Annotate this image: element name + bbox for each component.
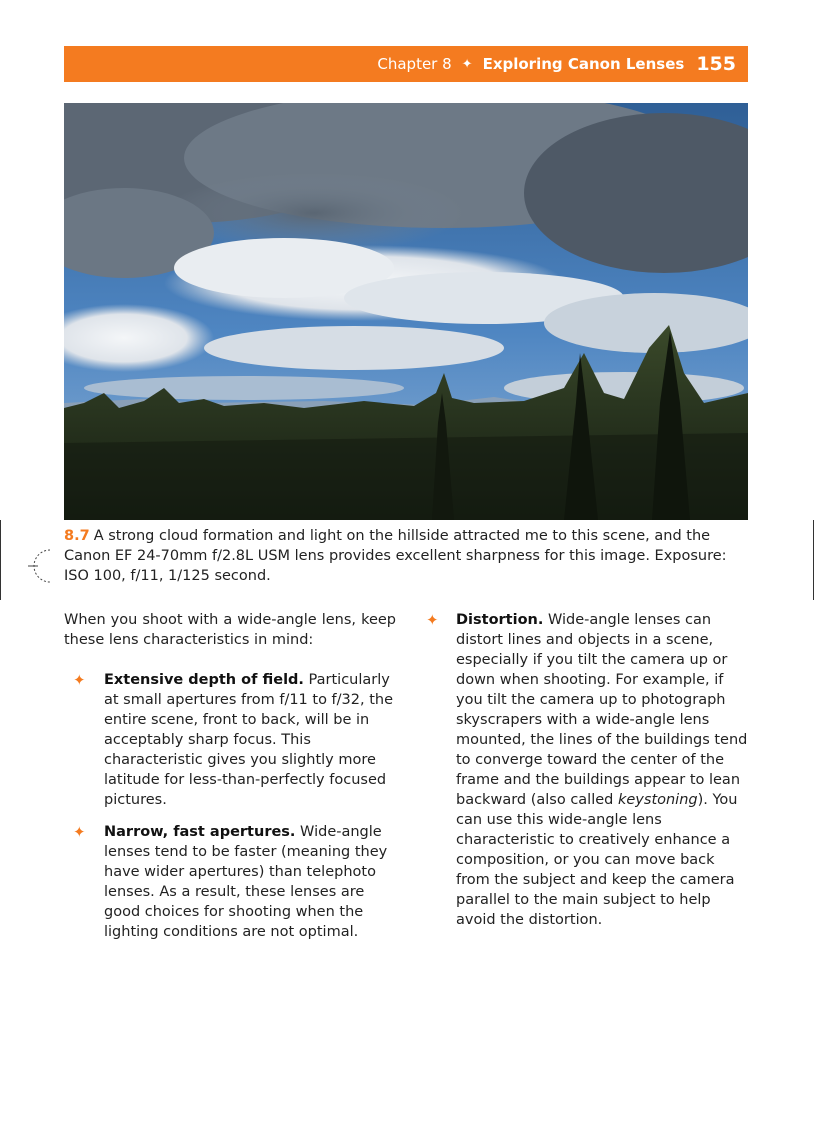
crop-mark-icon xyxy=(28,548,62,584)
running-header xyxy=(64,46,748,82)
separator-star-icon: ✦ xyxy=(461,56,473,72)
figure-number: 8.7 xyxy=(64,528,90,544)
right-column xyxy=(426,610,750,942)
bullet-distortion xyxy=(426,610,750,930)
figure-caption-text: A strong cloud formation and light on the hillside attracted me to this scene, and the Canon EF 24-70mm f/2.8L USM lens provides excellent sharpness for this image. Exposure: ISO 100, f/11, 1/125 second. xyxy=(64,528,727,584)
bullet-heading: Narrow, fast apertures. xyxy=(104,824,296,840)
bullet-text: Wide-angle lenses tend to be faster (meaning they have wider apertures) than telephoto lenses. As a result, these lenses are good choices for shooting when the lighting conditions are not optimal. xyxy=(104,824,388,940)
bullet-depth-of-field xyxy=(64,670,396,810)
bullet-star-icon: ✦ xyxy=(73,671,86,689)
intro-paragraph: When you shoot with a wide-angle lens, keep these lens characteristics in mind: xyxy=(64,612,396,648)
page-number: 155 xyxy=(696,53,736,75)
left-column xyxy=(64,610,396,954)
chapter-label: Chapter 8 xyxy=(377,55,452,73)
bullet-text: Particularly at small apertures from f/11 to f/32, the entire scene, front to back, will be in acceptably sharp focus. This characteristic gives you slightly more latitude for less-than-perfectly focused pictures. xyxy=(104,672,394,808)
bullet-heading: Extensive depth of field. xyxy=(104,672,304,688)
bullet-fast-apertures xyxy=(64,822,396,942)
bullet-text: Wide-angle lenses can distort lines and objects in a scene, especially if you tilt the camera up or down when shooting. For example, if you tilt the camera up to photograph skyscrapers with a wide-angle lens mounted, the lines of the buildings tend to converge toward the center of the frame and the buildings appear to lean backward (also called xyxy=(456,612,748,808)
bullet-heading: Distortion. xyxy=(456,612,544,628)
page-edge-left xyxy=(0,520,1,600)
keystoning-term: keystoning xyxy=(617,792,698,808)
page-edge-right xyxy=(813,520,814,600)
landscape-photo xyxy=(64,103,748,520)
figure-caption xyxy=(64,526,754,586)
bullet-star-icon: ✦ xyxy=(73,823,86,841)
landscape-illustration xyxy=(64,103,748,520)
bullet-text-continued: ). You can use this wide-angle lens characteristic to creatively enhance a composition, or you can move back from the subject and keep the camera parallel to the main subject to help avoid the distortion. xyxy=(456,792,738,928)
chapter-title: Exploring Canon Lenses xyxy=(482,55,685,73)
bullet-star-icon: ✦ xyxy=(426,611,439,629)
